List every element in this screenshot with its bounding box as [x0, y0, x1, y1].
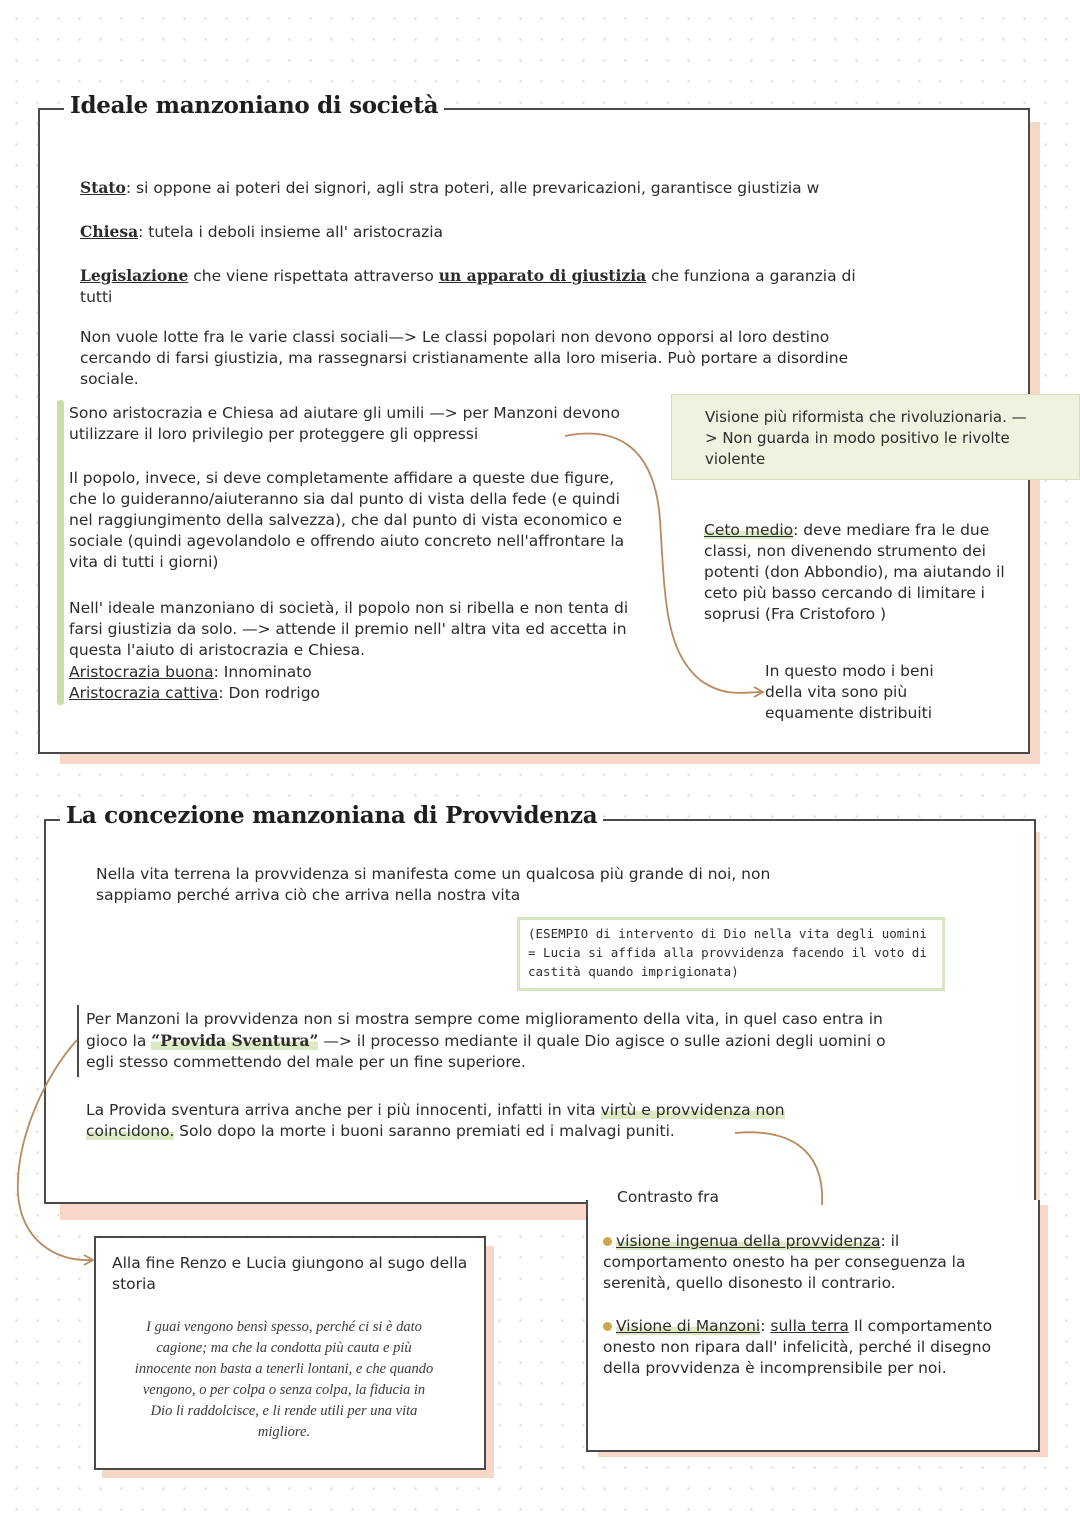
innocenti-text1: La Provida sventura arriva anche per i più innocenti, infatti in vita	[86, 1101, 601, 1119]
chiesa-line	[80, 221, 960, 243]
innocenti-text2: Solo dopo la morte i buoni saranno premiati ed i malvagi puniti.	[174, 1122, 675, 1140]
aristocrazia-cattiva	[69, 683, 569, 704]
legislazione-term: Legislazione	[80, 266, 189, 285]
legislazione-text2: che funziona a garanzia di	[646, 267, 856, 285]
manzoni-text: Il comportamento onesto non ripara dall' infelicità, perché il disegno della provvidenza è incomprensibile per noi.	[603, 1317, 993, 1377]
stato-term: Stato	[80, 178, 126, 197]
chiesa-term: Chiesa	[80, 222, 139, 241]
provida-left-bar	[77, 1005, 79, 1077]
beni-paragraph: In questo modo i beni della vita sono più equamente distribuiti	[765, 662, 934, 722]
manzoni-term: Visione di Manzoni	[616, 1317, 761, 1335]
bullet-icon	[603, 1322, 612, 1331]
ingenua-text: : il comportamento onesto ha per conseguenza la serenità, quello disonesto il contrario.	[603, 1232, 966, 1292]
bullet-icon	[603, 1237, 612, 1246]
provida-term: “Provida Sventura”	[151, 1031, 319, 1050]
manzoni-item	[603, 1316, 1008, 1379]
manzoni-term2: sulla terra	[770, 1317, 849, 1335]
chiesa-text: : tutela i deboli insieme all' aristocrazia	[138, 223, 444, 241]
cattiva-term: Aristocrazia cattiva	[69, 684, 219, 702]
provida-paragraph	[86, 1009, 906, 1073]
ceto-term: Ceto medio	[704, 521, 794, 539]
legislazione-text1: che viene rispettata attraverso	[188, 267, 439, 285]
section1-green-bar	[57, 400, 64, 705]
lotte-paragraph: Non vuole lotte fra le varie classi sociali—> Le classi popolari non devono opporsi al loro destino cercando di farsi giustizia, ma rassegnarsi cristianamente alla loro miseria. Può portare a disordine sociale.	[80, 328, 849, 388]
ceto-paragraph	[704, 520, 1022, 625]
arrowhead-icon	[84, 1255, 93, 1265]
buona-term: Aristocrazia buona	[69, 663, 214, 681]
section2-title: La concezione manzoniana di Provvidenza	[60, 802, 603, 829]
intro-paragraph: Nella vita terrena la provvidenza si manifesta come un qualcosa più grande di noi, non sappiamo perché arriva ciò che arriva nella nostra vita	[96, 865, 771, 904]
stato-line	[80, 177, 960, 199]
legislazione-line	[80, 265, 870, 308]
ideale-paragraph: Nell' ideale manzoniano di società, il popolo non si ribella e non tenta di farsi giustizia da solo. —> attende il premio nell' altra vita ed accetta in questa l'aiuto di aristocrazia e Chiesa.	[69, 599, 629, 659]
popolo-paragraph: Il popolo, invece, si deve completamente affidare a queste due figure, che lo guideranno/aiuteranno sia dal punto di vista della fede (e quindi nel raggiungimento della salvezza), che dal punto di vista economico e sociale (quindi agevolandolo e offrendo aiuto concreto nell'affrontare la vita di tutti i giorni)	[69, 469, 625, 571]
apparato-term: un apparato di giustizia	[438, 266, 647, 285]
aristocrazia-buona	[69, 662, 569, 683]
ceto-text: : deve mediare fra le due classi, non divenendo strumento dei potenti (don Abbondio), ma aiutando il ceto più basso cercando di limitare i soprusi (Fra Cristoforo )	[704, 521, 1005, 623]
aiuto-paragraph: Sono aristocrazia e Chiesa ad aiutare gli umili —> per Manzoni devono utilizzare il loro privilegio per proteggere gli oppressi	[69, 404, 620, 443]
ingenua-term: visione ingenua della provvidenza	[616, 1232, 881, 1250]
manzoni-quote: I guai vengono bensì spesso, perché ci si è dato cagione; ma che la condotta più cauta e più innocente non basta a tenerli lontani, e che quando vengono, o per colpa o senza colpa, la fiducia in Dio li raddolcisce, e li rende utili per una vita migliore.	[134, 1319, 434, 1440]
legislazione-text3: tutti	[80, 288, 113, 306]
contrasto-label: Contrasto fra	[617, 1188, 719, 1206]
provida-text1: Per Manzoni la provvidenza non si mostra sempre come miglioramento della vita, in quel caso entra in gioco la	[86, 1010, 883, 1050]
sugo-text: Alla fine Renzo e Lucia giungono al sugo della storia	[112, 1254, 468, 1293]
innocenti-highlight: virtù e provvidenza non coincidono.	[86, 1101, 785, 1140]
stato-text: : si oppone ai poteri dei signori, agli stra poteri, alle prevaricazioni, garantisce giustizia w	[125, 179, 820, 197]
innocenti-paragraph	[86, 1100, 826, 1142]
provida-text2: —> il processo mediante il quale Dio agisce o sulle azioni degli uomini o egli stesso commettendo del male per un fine superiore.	[86, 1032, 886, 1071]
manzoni-sep: :	[760, 1317, 771, 1335]
ingenua-item	[603, 1231, 1003, 1294]
buona-value: : Innominato	[213, 663, 312, 681]
section1-title: Ideale manzoniano di società	[64, 92, 444, 119]
visione-note: Visione più riformista che rivoluzionaria. —> Non guarda in modo positivo le rivolte violente	[705, 408, 1027, 468]
cattiva-value: : Don rodrigo	[218, 684, 321, 702]
esempio-note: (ESEMPIO di intervento di Dio nella vita degli uomini = Lucia si affida alla provvidenza facendo il voto di castità quando imprigionata)	[528, 926, 927, 979]
